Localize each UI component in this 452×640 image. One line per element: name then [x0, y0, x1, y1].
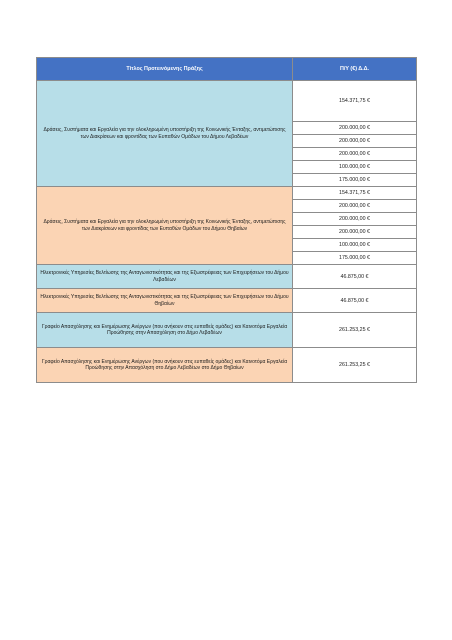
amount-cell: 200.000,00 € [293, 122, 417, 135]
table-row [37, 313, 417, 348]
action-title-cell: Ηλεκτρονικές Υπηρεσίες Βελτίωσης της Ανταγωνιστικότητας και της Εξωστρέφειας των Επιχειρήσεων του Δήμου Λεβαδέων [37, 265, 293, 289]
table-row [37, 348, 417, 383]
amount-cell: 154.371,75 € [293, 81, 417, 122]
amount-cell: 200.000,00 € [293, 148, 417, 161]
amount-cell: 46.875,00 € [293, 289, 417, 313]
action-title-cell: Γραφείο Απασχόλησης και Ενημέρωσης Ανέργων (που ανήκουν στις ευπαθείς ομάδες) και Καινοτόμα Εργαλεία Προώθησης στην Απασχόληση στο Δήμο Λεβαδέων [37, 313, 293, 348]
header-title-column: Τίτλος Προτεινόμενης Πράξης [37, 58, 293, 81]
table-row [37, 81, 417, 122]
table-header-row [37, 58, 417, 81]
amount-cell: 154.371,75 € [293, 187, 417, 200]
amount-cell: 261.253,25 € [293, 348, 417, 383]
budget-table [36, 57, 417, 383]
action-title-cell: Ηλεκτρονικές Υπηρεσίες Βελτίωσης της Ανταγωνιστικότητας και της Εξωστρέφειας των Επιχειρήσεων του Δήμου Θηβαίων [37, 289, 293, 313]
table-row [37, 187, 417, 200]
amount-cell: 200.000,00 € [293, 226, 417, 239]
amount-cell: 100.000,00 € [293, 239, 417, 252]
amount-cell: 46.875,00 € [293, 265, 417, 289]
amount-cell: 200.000,00 € [293, 213, 417, 226]
amount-cell: 200.000,00 € [293, 200, 417, 213]
amount-cell: 175.000,00 € [293, 252, 417, 265]
amount-cell: 261.253,25 € [293, 313, 417, 348]
table-row [37, 265, 417, 289]
action-title-cell: Δράσεις, Συστήματα και Εργαλεία για την ολοκληρωμένη υποστήριξη της Κοινωνικής Ένταξης, αντιμετώπισης των Διακρίσεων και φροντίδας των Ευπαθών Ομάδων του Δήμου Θηβαίων [37, 187, 293, 265]
amount-cell: 200.000,00 € [293, 135, 417, 148]
amount-cell: 175.000,00 € [293, 174, 417, 187]
header-amount-column: Π/Υ (€) Δ.Δ. [293, 58, 417, 81]
table-row [37, 289, 417, 313]
amount-cell: 100.000,00 € [293, 161, 417, 174]
action-title-cell: Δράσεις, Συστήματα και Εργαλεία για την ολοκληρωμένη υποστήριξη της Κοινωνικής Ένταξης, αντιμετώπισης των Διακρίσεων και φροντίδας των Ευπαθών Ομάδων του Δήμου Λεβαδέων [37, 81, 293, 187]
action-title-cell: Γραφείο Απασχόλησης και Ενημέρωσης Ανέργων (που ανήκουν στις ευπαθείς ομάδες) και Καινοτόμα Εργαλεία Προώθησης στην Απασχόληση στο Δήμο Λεβαδέων στο Δήμο Θηβαίων [37, 348, 293, 383]
